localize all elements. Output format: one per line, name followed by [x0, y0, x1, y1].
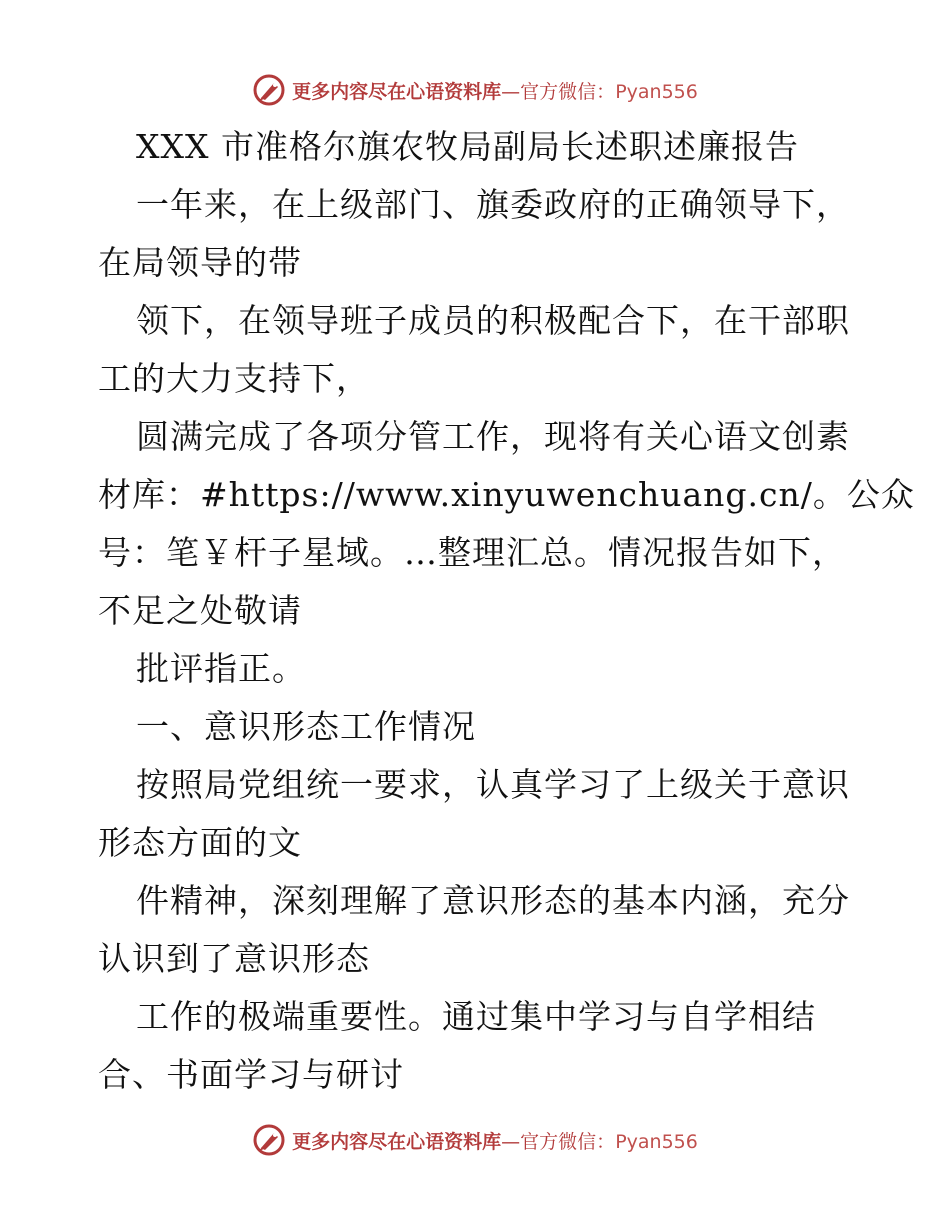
text-line: 一、意识形态工作情况	[136, 707, 476, 746]
text-line: 按照局党组统一要求，认真学习了上级关于意识	[136, 765, 850, 804]
watermark-text	[292, 77, 698, 104]
watermark-library-text: 更多内容尽在心语资料库	[292, 1130, 502, 1153]
pen-nib-logo-icon	[252, 1123, 286, 1157]
watermark-separator: —	[501, 80, 521, 103]
text-line: 材库：#https://www.xinyuwenchuang.cn/。公众	[98, 475, 915, 514]
text-line: 号：笔￥杆子星域。…整理汇总。情况报告如下，	[98, 533, 846, 572]
footer-watermark	[0, 1120, 950, 1160]
document-body	[98, 118, 915, 1104]
text-line: 合、书面学习与研讨	[98, 1055, 404, 1094]
watermark-wechat-label: 官方微信：	[520, 1130, 616, 1153]
document-title: XXX 市准格尔旗农牧局副局长述职述廉报告	[136, 127, 799, 166]
text-line: 件精神，深刻理解了意识形态的基本内涵，充分	[136, 881, 850, 920]
watermark-wechat-label: 官方微信：	[520, 80, 616, 103]
text-line: 工的大力支持下，	[98, 359, 370, 398]
watermark-wechat-id: Pyan556	[615, 80, 698, 103]
text-line: 批评指正。	[136, 649, 306, 688]
watermark-wechat-id: Pyan556	[615, 1130, 698, 1153]
watermark-text	[292, 1127, 698, 1154]
text-line: 不足之处敬请	[98, 591, 302, 630]
watermark-separator: —	[501, 1130, 521, 1153]
text-line: 工作的极端重要性。通过集中学习与自学相结	[136, 997, 816, 1036]
text-line: 领下，在领导班子成员的积极配合下，在干部职	[136, 301, 850, 340]
text-line: 在局领导的带	[98, 243, 302, 282]
pen-nib-logo-icon	[252, 73, 286, 107]
watermark-library-text: 更多内容尽在心语资料库	[292, 80, 502, 103]
text-line: 圆满完成了各项分管工作，现将有关心语文创素	[136, 417, 850, 456]
header-watermark	[0, 70, 950, 110]
text-line: 认识到了意识形态	[98, 939, 370, 978]
text-line: 一年来，在上级部门、旗委政府的正确领导下，	[136, 185, 850, 224]
text-line: 形态方面的文	[98, 823, 302, 862]
